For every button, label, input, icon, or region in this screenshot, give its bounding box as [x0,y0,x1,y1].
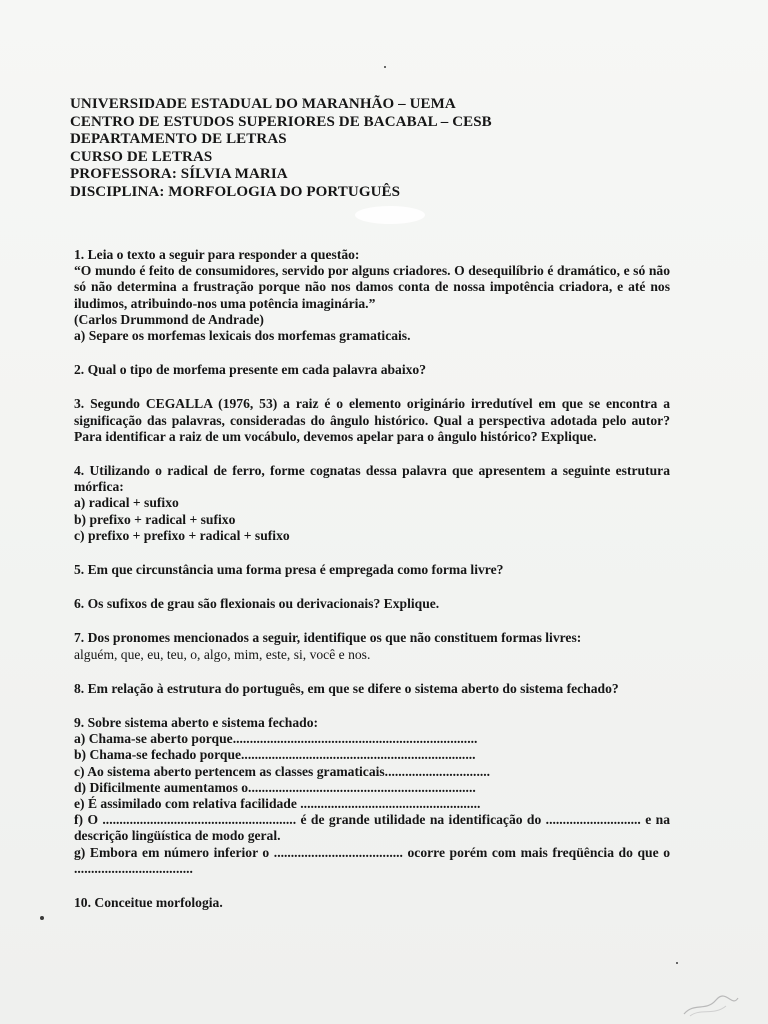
header-department: DEPARTAMENTO DE LETRAS [70,131,287,147]
question-1-intro: 1. Leia o texto a seguir para responder a questão: [74,247,360,262]
header-center: CENTRO DE ESTUDOS SUPERIORES DE BACABAL – CESB [70,113,492,130]
question-9 [74,715,670,877]
question-6 [74,596,670,612]
question-9-item-a: a) Chama-se aberto porque........................................................................ [74,731,478,747]
question-7 [74,630,670,662]
question-10-text: 10. Conceitue morfologia. [74,895,223,911]
header-discipline: DISCIPLINA: MORFOLOGIA DO PORTUGUÊS [70,183,401,200]
question-9-item-c: c) Ao sistema aberto pertencem as classes gramaticais............................... [74,763,491,779]
question-9-intro: 9. Sobre sistema aberto e sistema fechado: [74,715,319,731]
question-3-text: 3. Segundo CEGALLA (1976, 53) a raiz é o elemento originário irredutível em que se encontra a significação das palavras, consideradas do ângulo histórico. Qual a perspectiva adotada pelo autor? Para identificar a raiz de um vocábulo, devemos apelar para o ângulo histórico? Explique. [74,396,670,444]
question-9-item-b: b) Chama-se fechado porque..................................................................... [74,747,476,763]
question-4-intro: 4. Utilizando o radical de ferro, forme cognatas dessa palavra que apresentem a seguinte estrutura mórfica: [74,463,670,495]
question-10 [74,895,670,911]
question-9-item-g: g) Embora em número inferior o ...................................... ocorre porém com mais freqüência do que o ................................... [74,844,670,876]
question-5-text: 5. Em que circunstância uma forma presa é empregada como forma livre? [74,562,504,578]
exam-questions [74,247,670,929]
question-1-item-a: a) Separe os morfemas lexicais dos morfemas gramaticais. [74,328,411,344]
question-1 [74,247,670,344]
ink-speck [676,962,678,964]
question-3 [74,396,670,445]
question-1-author: (Carlos Drummond de Andrade) [74,311,264,327]
question-2 [74,362,670,378]
question-1-quote: “O mundo é feito de consumidores, servido por alguns criadores. O desequilíbrio é dramático, e só não só não determina a frustração porque não nos damos conta de nossa impotência criadora, e até nos iludimos, atribuindo-nos uma potência imaginária.” [74,263,670,311]
question-4-item-a: a) radical + sufixo [74,495,179,511]
question-9-item-e: e) É assimilado com relativa facilidade ..................................................... [74,796,481,812]
question-8-text: 8. Em relação à estrutura do português, em que se difere o sistema aberto do sistema fechado? [74,680,619,696]
ink-speck [384,66,386,68]
question-6-text: 6. Os sufixos de grau são flexionais ou derivacionais? Explique. [74,596,440,612]
question-2-text: 2. Qual o tipo de morfema presente em cada palavra abaixo? [74,362,427,378]
question-9-item-f: f) O ......................................................... é de grande utilidade na identificação do ............................ e na descrição lingüística de modo geral. [74,812,670,844]
question-5 [74,562,670,578]
question-4 [74,463,670,544]
question-7-list: alguém, que, eu, teu, o, algo, mim, este, si, você e nos. [74,646,371,662]
paper-smudge [355,206,425,224]
header-professor: PROFESSORA: SÍLVIA MARIA [70,166,288,182]
header-university: UNIVERSIDADE ESTADUAL DO MARANHÃO – UEMA [70,96,456,112]
question-4-item-b: b) prefixo + radical + sufixo [74,511,236,527]
question-8 [74,681,670,697]
header-course: CURSO DE LETRAS [70,148,213,165]
scan-artifact [680,994,740,1018]
ink-speck [40,916,44,920]
question-7-intro: 7. Dos pronomes mencionados a seguir, identifique os que não constituem formas livres: [74,630,582,646]
question-4-item-c: c) prefixo + prefixo + radical + sufixo [74,527,290,543]
document-header [70,96,670,201]
question-9-item-d: d) Dificilmente aumentamos o................................................................... [74,779,476,795]
